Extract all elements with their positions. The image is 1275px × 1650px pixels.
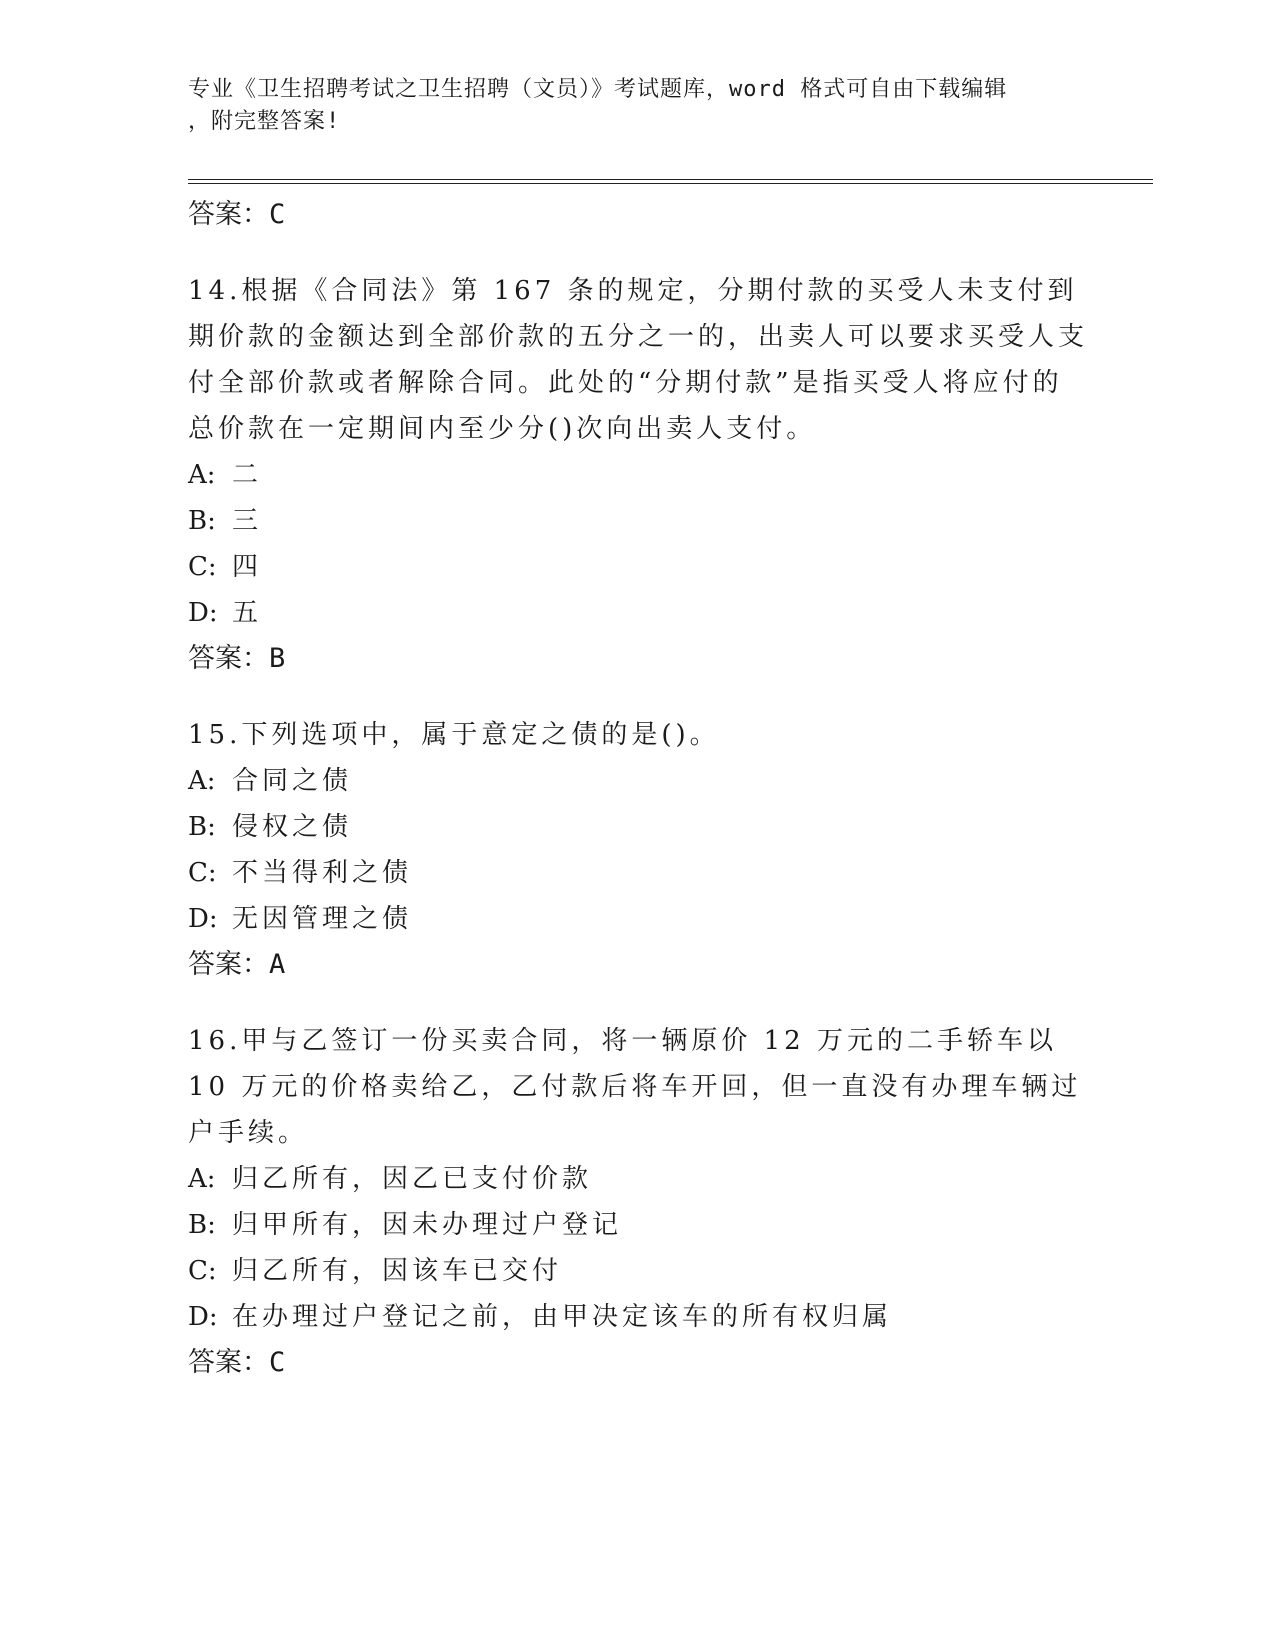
option-b: [188, 1202, 1088, 1248]
document-header: [188, 74, 1068, 138]
option-text: 归甲所有，因未办理过户登记: [232, 1210, 623, 1240]
option-text: 侵权之债: [232, 812, 353, 842]
question-list: [188, 192, 1088, 1386]
option-text: 三: [232, 506, 263, 536]
option-key: D:: [188, 1302, 218, 1332]
answer-line: 答案：B: [188, 643, 286, 674]
option-b: [188, 498, 1088, 544]
header-divider-top: [188, 179, 1153, 180]
header-divider-bottom: [188, 183, 1153, 184]
question-stem: 14.根据《合同法》第 167 条的规定，分期付款的买受人未支付到期价款的金额达到全部价款的五分之一的，出卖人可以要求买受人支付全部价款或者解除合同。此处的“分期付款”是指买受人将应付的总价款在一定期间内至少分()次向出卖人支付。: [188, 276, 1089, 444]
question-15: [188, 712, 1088, 988]
previous-answer: 答案：C: [188, 199, 286, 230]
option-key: C:: [188, 552, 217, 582]
question-stem: 16.甲与乙签订一份买卖合同，将一辆原价 12 万元的二手轿车以 10 万元的价格卖给乙，乙付款后将车开回，但一直没有办理车辆过户手续。: [188, 1026, 1082, 1148]
option-text: 五: [232, 598, 263, 628]
header-line-1: 专业《卫生招聘考试之卫生招聘（文员）》考试题库，word 格式可自由下载编辑: [188, 77, 1008, 102]
option-key: B:: [188, 812, 216, 842]
option-text: 合同之债: [232, 766, 353, 796]
answer-line: 答案：C: [188, 1347, 286, 1378]
option-c: [188, 544, 1088, 590]
answer-line: 答案：A: [188, 949, 286, 980]
option-d: [188, 896, 1088, 942]
option-text: 无因管理之债: [232, 904, 413, 934]
option-key: A:: [188, 460, 216, 490]
option-key: B:: [188, 1210, 216, 1240]
option-c: [188, 850, 1088, 896]
option-d: [188, 1294, 1088, 1340]
option-b: [188, 804, 1088, 850]
header-line-2: ，附完整答案!: [188, 109, 341, 134]
option-text: 不当得利之债: [232, 858, 413, 888]
question-16: [188, 1018, 1088, 1386]
option-key: B:: [188, 506, 216, 536]
option-text: 四: [232, 552, 263, 582]
option-text: 在办理过户登记之前，由甲决定该车的所有权归属: [232, 1302, 893, 1332]
option-c: [188, 1248, 1088, 1294]
option-key: A:: [188, 1164, 216, 1194]
option-key: A:: [188, 766, 216, 796]
option-key: C:: [188, 1256, 217, 1286]
option-a: [188, 1156, 1088, 1202]
option-text: 二: [232, 460, 263, 490]
option-a: [188, 758, 1088, 804]
option-key: D:: [188, 904, 218, 934]
option-key: C:: [188, 858, 217, 888]
option-text: 归乙所有，因乙已支付价款: [232, 1164, 593, 1194]
option-a: [188, 452, 1088, 498]
question-stem: 15.下列选项中，属于意定之债的是()。: [188, 720, 720, 750]
option-key: D:: [188, 598, 218, 628]
option-text: 归乙所有，因该车已交付: [232, 1256, 563, 1286]
question-14: [188, 268, 1088, 682]
option-d: [188, 590, 1088, 636]
